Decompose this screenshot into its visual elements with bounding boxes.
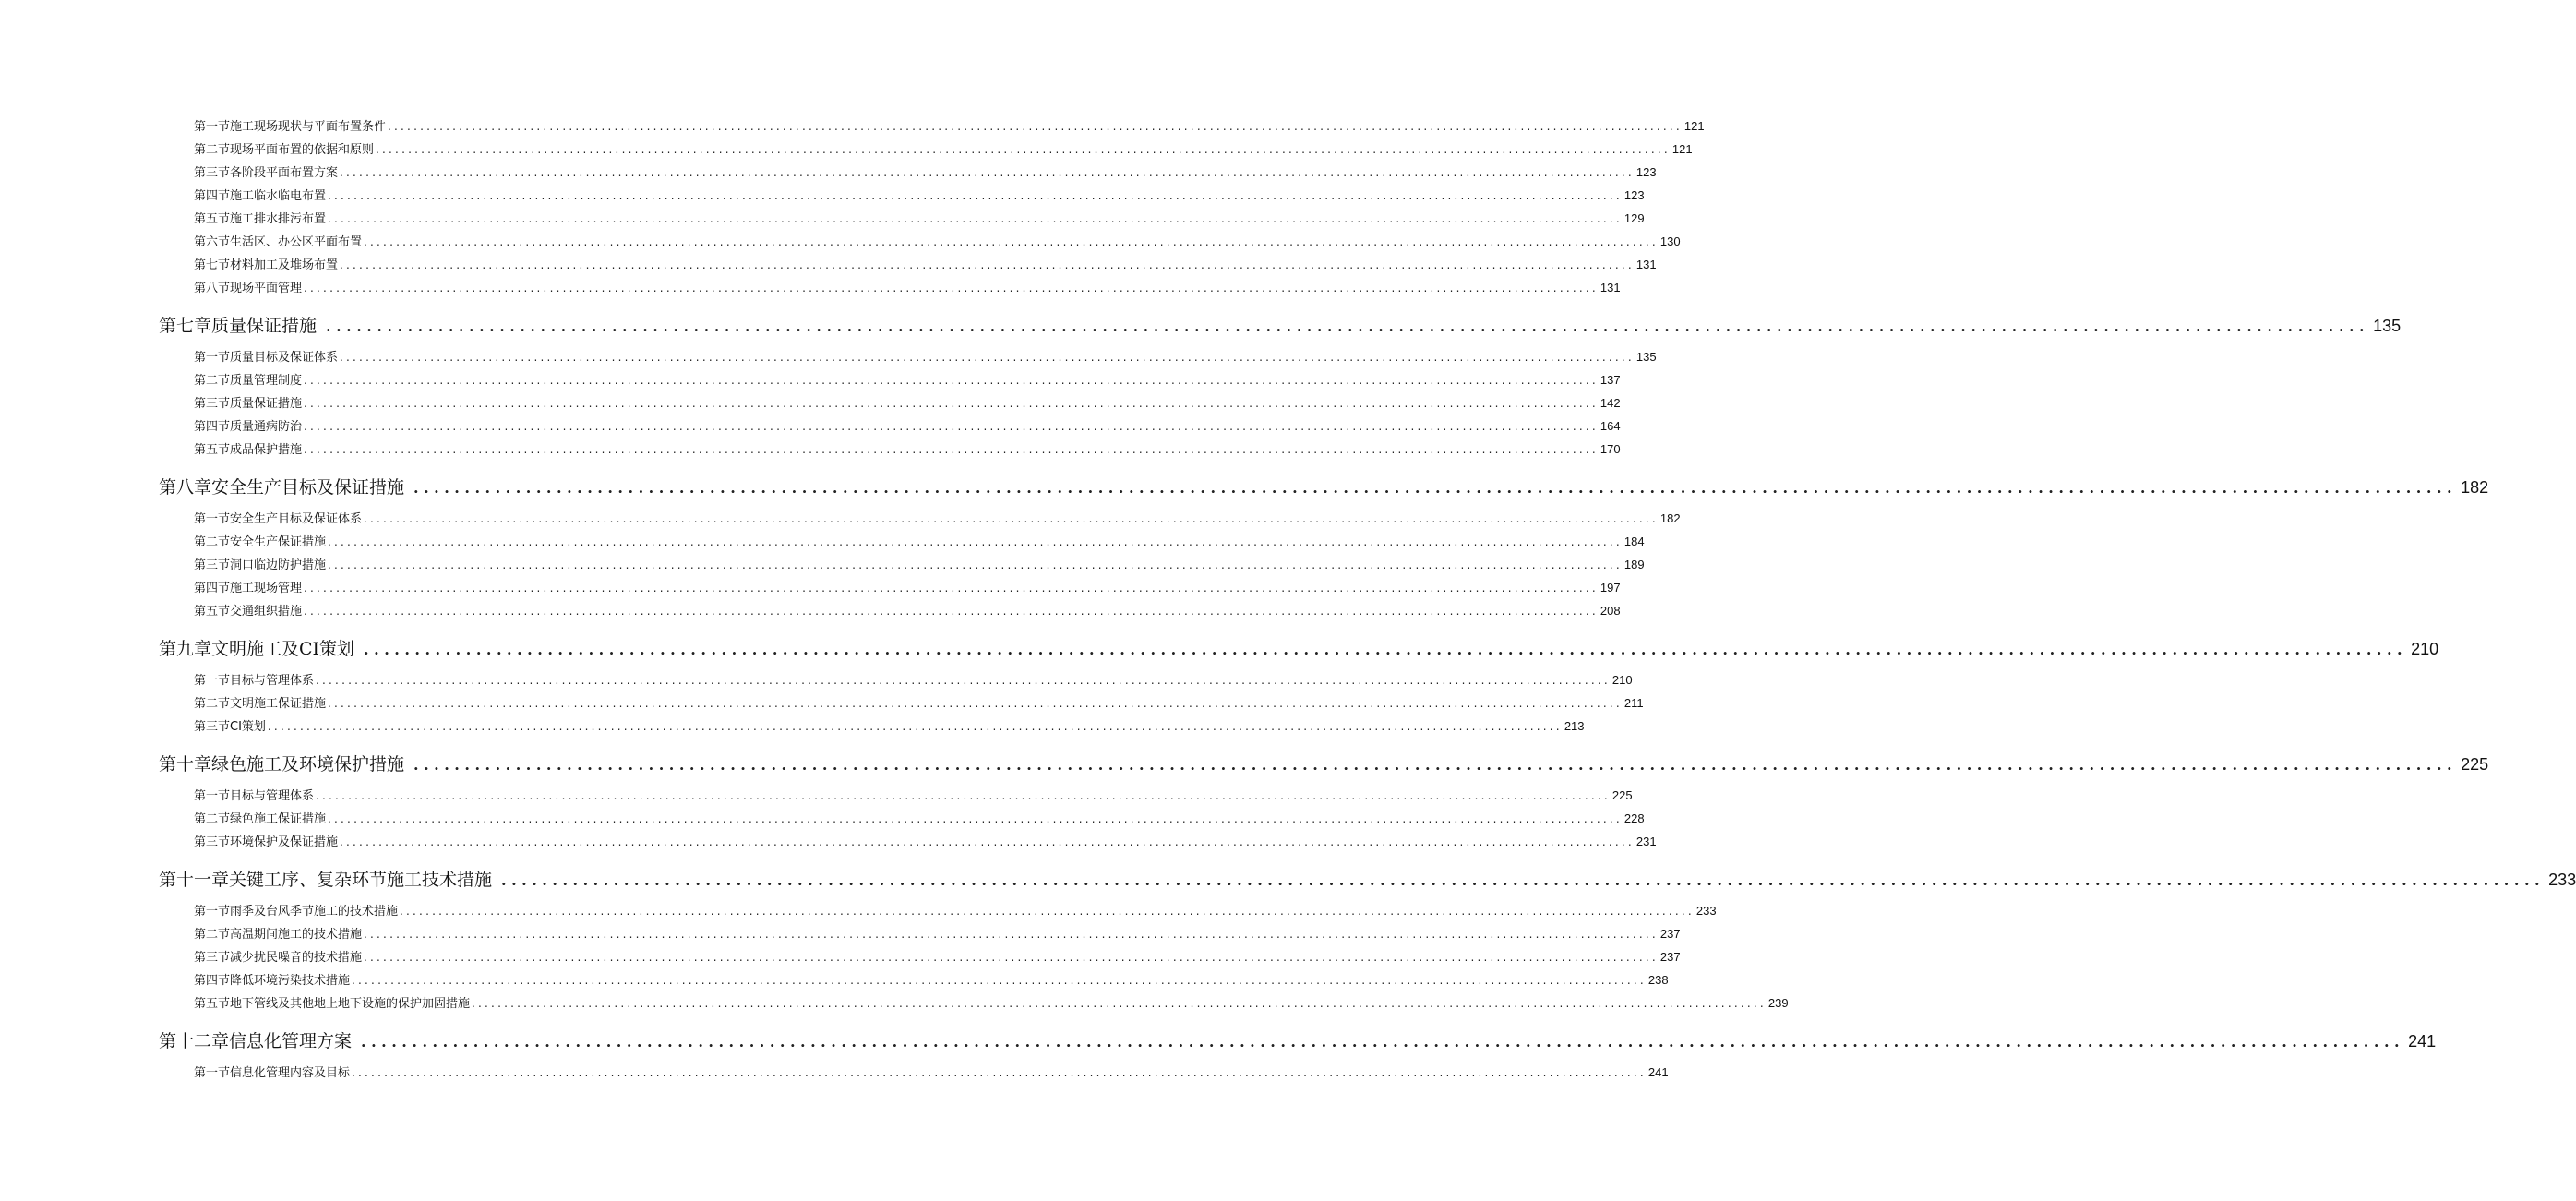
toc-entry-title: 第二节安全生产保证措施 — [194, 535, 327, 549]
toc-entry-title: 第四节质量通病防治 — [194, 420, 303, 434]
toc-entry-title: 第十一章关键工序、复杂环节施工技术措施 — [159, 870, 493, 890]
toc-entry-page-number: 189 — [1623, 558, 1645, 571]
toc-section-entry[interactable] — [194, 557, 1645, 574]
toc-entry-page-number: 211 — [1623, 696, 1644, 710]
toc-entry-page-number: 239 — [1767, 996, 1789, 1010]
toc-chapter-entry[interactable] — [159, 868, 2576, 893]
toc-entry-page-number: 231 — [1635, 835, 1657, 848]
toc-dot-leader: ........................................................................................................................................................................................................ — [352, 974, 1647, 987]
toc-section-entry[interactable] — [194, 441, 1621, 459]
toc-dot-leader: ........................................................................................................................................................................................................ — [304, 374, 1599, 387]
toc-entry-page-number: 225 — [2461, 755, 2489, 774]
toc-entry-title: 第五节成品保护措施 — [194, 443, 303, 457]
toc-entry-page-number: 131 — [1600, 281, 1621, 294]
toc-entry-page-number: 225 — [1611, 788, 1633, 802]
toc-entry-page-number: 233 — [1695, 904, 1717, 918]
toc-entry-title: 第三节环境保护及保证措施 — [194, 835, 339, 849]
toc-entry-title: 第二节文明施工保证措施 — [194, 697, 327, 711]
toc-section-entry[interactable] — [194, 903, 1717, 920]
toc-entry-title: 第一节安全生产目标及保证体系 — [194, 512, 363, 526]
toc-entry-page-number: 123 — [1623, 188, 1645, 202]
toc-entry-page-number: 210 — [1611, 673, 1633, 687]
toc-section-entry[interactable] — [194, 187, 1645, 205]
toc-dot-leader: ........................................................................................................................................................................................................ — [304, 397, 1599, 410]
toc-dot-leader: ........................................................................................................................................................................................................ — [328, 812, 1623, 825]
toc-entry-page-number: 238 — [1647, 973, 1669, 987]
toc-entry-page-number: 121 — [1683, 119, 1705, 133]
toc-section-entry[interactable] — [194, 349, 1657, 366]
toc-entry-page-number: 164 — [1600, 419, 1621, 433]
toc-chapter-entry[interactable] — [159, 1029, 2437, 1054]
toc-dot-leader: ........................................................................................................................................................................................................ — [328, 535, 1623, 548]
toc-entry-title: 第三节CI策划 — [194, 720, 266, 734]
toc-dot-leader: ........................................................................................................................................................................................................ — [364, 235, 1659, 248]
toc-entry-page-number: 228 — [1623, 811, 1645, 825]
toc-entry-title: 第二节绿色施工保证措施 — [194, 812, 327, 826]
toc-chapter-entry[interactable] — [159, 314, 2402, 339]
toc-entry-title: 第十二章信息化管理方案 — [159, 1031, 353, 1051]
toc-dot-leader: ........................................................................................................................................................................................................ — [304, 582, 1599, 594]
toc-entry-title: 第一节信息化管理内容及目标 — [194, 1066, 351, 1080]
toc-section-entry[interactable] — [194, 603, 1621, 620]
toc-dot-leader: ........................................................................................................................................................................................................ — [400, 905, 1695, 918]
toc-entry-title: 第二节高温期间施工的技术措施 — [194, 928, 363, 942]
toc-entry-page-number: 131 — [1635, 258, 1657, 271]
toc-section-entry[interactable] — [194, 395, 1621, 413]
toc-section-entry[interactable] — [194, 811, 1645, 828]
toc-entry-title: 第五节施工排水排污布置 — [194, 212, 327, 226]
toc-entry-page-number: 208 — [1600, 604, 1621, 618]
toc-dot-leader: ........................................................................................................................................................................................................ — [361, 1033, 2405, 1051]
toc-section-entry[interactable] — [194, 834, 1657, 851]
toc-entry-page-number: 233 — [2548, 871, 2576, 889]
toc-entry-page-number: 237 — [1659, 927, 1681, 941]
toc-section-entry[interactable] — [194, 695, 1644, 713]
toc-entry-page-number: 210 — [2411, 640, 2439, 658]
toc-entry-page-number: 135 — [1635, 350, 1657, 364]
toc-entry-title: 第一节目标与管理体系 — [194, 674, 315, 688]
toc-chapter-entry[interactable] — [159, 475, 2489, 500]
toc-entry-title: 第四节施工临水临电布置 — [194, 189, 327, 203]
toc-section-entry[interactable] — [194, 1064, 1669, 1082]
toc-dot-leader: ........................................................................................................................................................................................................ — [304, 420, 1599, 433]
toc-entry-title: 第九章文明施工及CI策划 — [159, 639, 355, 659]
toc-entry-page-number: 142 — [1600, 396, 1621, 410]
toc-section-entry[interactable] — [194, 534, 1645, 551]
toc-entry-page-number: 241 — [1647, 1065, 1669, 1079]
toc-entry-title: 第三节各阶段平面布置方案 — [194, 166, 339, 180]
toc-entry-page-number: 241 — [2408, 1032, 2437, 1051]
toc-dot-leader: ........................................................................................................................................................................................................ — [413, 756, 2458, 774]
toc-dot-leader: ........................................................................................................................................................................................................ — [326, 318, 2370, 335]
toc-entry-title: 第三节质量保证措施 — [194, 397, 303, 411]
toc-entry-page-number: 184 — [1623, 534, 1645, 548]
toc-entry-title: 第一节施工现场现状与平面布置条件 — [194, 120, 387, 134]
toc-entry-title: 第八节现场平面管理 — [194, 282, 303, 295]
toc-entry-title: 第七节材料加工及堆场布置 — [194, 258, 339, 272]
toc-dot-leader: ........................................................................................................................................................................................................ — [352, 1066, 1647, 1079]
toc-entry-page-number: 135 — [2373, 317, 2402, 335]
toc-entry-title: 第一节雨季及台风季节施工的技术措施 — [194, 905, 399, 919]
toc-dot-leader: ........................................................................................................................................................................................................ — [304, 605, 1599, 618]
toc-section-entry[interactable] — [194, 510, 1681, 528]
toc-entry-page-number: 130 — [1659, 234, 1681, 248]
toc-section-entry[interactable] — [194, 580, 1621, 597]
toc-entry-title: 第一节质量目标及保证体系 — [194, 351, 339, 365]
toc-entry-title: 第六节生活区、办公区平面布置 — [194, 235, 363, 249]
toc-section-entry[interactable] — [194, 418, 1621, 436]
toc-entry-page-number: 237 — [1659, 950, 1681, 964]
toc-dot-leader: ........................................................................................................................................................................................................ — [340, 835, 1635, 848]
toc-dot-leader: ........................................................................................................................................................................................................ — [328, 558, 1623, 571]
toc-entry-title: 第四节降低环境污染技术措施 — [194, 974, 351, 988]
toc-section-entry[interactable] — [194, 234, 1681, 251]
toc-entry-title: 第八章安全生产目标及保证措施 — [159, 477, 405, 498]
toc-section-entry[interactable] — [194, 926, 1681, 943]
toc-entry-page-number: 170 — [1600, 442, 1621, 456]
toc-chapter-entry[interactable] — [159, 752, 2489, 777]
toc-section-entry[interactable] — [194, 118, 1705, 136]
toc-dot-leader: ........................................................................................................................................................................................................ — [304, 443, 1599, 456]
toc-dot-leader: ........................................................................................................................................................................................................ — [328, 697, 1623, 710]
toc-dot-leader: ........................................................................................................................................................................................................ — [364, 928, 1659, 941]
toc-entry-page-number: 182 — [1659, 511, 1681, 525]
toc-entry-title: 第七章质量保证措施 — [159, 316, 318, 336]
toc-entry-title: 第五节地下管线及其他地上地下设施的保护加固措施 — [194, 997, 471, 1011]
toc-section-entry[interactable] — [194, 995, 1789, 1013]
toc-section-entry[interactable] — [194, 280, 1621, 297]
toc-dot-leader: ........................................................................................................................................................................................................ — [328, 189, 1623, 202]
toc-entry-title: 第三节洞口临边防护措施 — [194, 558, 327, 572]
toc-dot-leader: ........................................................................................................................................................................................................ — [328, 212, 1623, 225]
toc-section-entry[interactable] — [194, 257, 1657, 274]
toc-dot-leader: ........................................................................................................................................................................................................ — [304, 282, 1599, 294]
toc-section-entry[interactable] — [194, 210, 1645, 228]
toc-entry-page-number: 123 — [1635, 165, 1657, 179]
toc-entry-page-number: 137 — [1600, 373, 1621, 387]
toc-dot-leader: ........................................................................................................................................................................................................ — [340, 258, 1635, 271]
toc-section-entry[interactable] — [194, 787, 1633, 805]
toc-section-entry[interactable] — [194, 141, 1693, 159]
toc-dot-leader: ........................................................................................................................................................................................................ — [364, 951, 1659, 964]
toc-section-entry[interactable] — [194, 672, 1633, 690]
toc-section-entry[interactable] — [194, 949, 1681, 967]
toc-dot-leader: ........................................................................................................................................................................................................ — [501, 871, 2546, 889]
toc-entry-title: 第五节交通组织措施 — [194, 605, 303, 619]
toc-dot-leader: ........................................................................................................................................................................................................ — [316, 674, 1611, 687]
toc-section-entry[interactable] — [194, 718, 1585, 736]
toc-dot-leader: ........................................................................................................................................................................................................ — [472, 997, 1767, 1010]
toc-entry-page-number: 121 — [1671, 142, 1693, 156]
toc-entry-title: 第十章绿色施工及环境保护措施 — [159, 754, 405, 775]
toc-dot-leader: ........................................................................................................................................................................................................ — [316, 789, 1611, 802]
toc-entry-title: 第三节减少扰民噪音的技术措施 — [194, 951, 363, 965]
toc-entry-title: 第一节目标与管理体系 — [194, 789, 315, 803]
toc-entry-title: 第二节现场平面布置的依据和原则 — [194, 143, 375, 157]
toc-entry-title: 第四节施工现场管理 — [194, 582, 303, 595]
toc-dot-leader: ........................................................................................................................................................................................................ — [340, 166, 1635, 179]
toc-entry-page-number: 129 — [1623, 211, 1645, 225]
toc-dot-leader: ........................................................................................................................................................................................................ — [364, 512, 1659, 525]
toc-dot-leader: ........................................................................................................................................................................................................ — [340, 351, 1635, 364]
toc-entry-title: 第二节质量管理制度 — [194, 374, 303, 388]
toc-dot-leader: ........................................................................................................................................................................................................ — [376, 143, 1671, 156]
toc-section-entry[interactable] — [194, 972, 1669, 990]
toc-dot-leader: ........................................................................................................................................................................................................ — [267, 720, 1563, 733]
toc-dot-leader: ........................................................................................................................................................................................................ — [364, 641, 2408, 658]
toc-section-entry[interactable] — [194, 164, 1657, 182]
toc-entry-page-number: 197 — [1600, 581, 1621, 594]
toc-chapter-entry[interactable] — [159, 637, 2439, 662]
toc-entry-page-number: 213 — [1564, 719, 1585, 733]
toc-dot-leader: ........................................................................................................................................................................................................ — [413, 479, 2458, 497]
toc-entry-page-number: 182 — [2461, 478, 2489, 497]
toc-section-entry[interactable] — [194, 372, 1621, 390]
toc-dot-leader: ........................................................................................................................................................................................................ — [388, 120, 1683, 133]
